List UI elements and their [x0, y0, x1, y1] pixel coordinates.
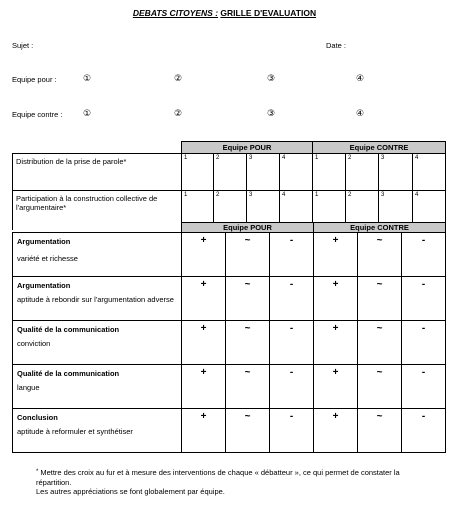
criterion-title: Argumentation	[17, 281, 71, 290]
rating-cell[interactable]: +	[182, 321, 226, 365]
criterion-description: variété et richesse	[17, 254, 78, 263]
equipe-contre-circle-2[interactable]: ②	[174, 108, 183, 118]
rating-cell[interactable]: +	[182, 365, 226, 409]
tally-cell[interactable]: 3	[379, 191, 413, 230]
criterion-description: conviction	[17, 339, 51, 348]
table-row	[13, 365, 446, 409]
rating-cell[interactable]: -	[270, 321, 314, 365]
rating-cell[interactable]: -	[402, 277, 446, 321]
criterion-cell	[13, 365, 182, 409]
evaluation-head-pour: Equipe POUR	[182, 223, 314, 233]
page-title-sub: GRILLE D'EVALUATION	[220, 8, 317, 18]
table-row	[13, 277, 446, 321]
evaluation-head-contre: Equipe CONTRE	[314, 223, 446, 233]
equipe-pour-label: Equipe pour :	[12, 75, 57, 84]
equipe-pour-circle-2[interactable]: ②	[174, 73, 183, 83]
rating-cell[interactable]: +	[182, 277, 226, 321]
rating-cell[interactable]: +	[314, 277, 358, 321]
criterion-cell	[13, 321, 182, 365]
footnote-line-1: Mettre des croix au fur et à mesure des interventions de chaque « débatteur », ce qui permet de constater la répartition.	[36, 468, 400, 487]
footnote-marker: *	[36, 469, 39, 475]
rating-cell[interactable]: +	[314, 365, 358, 409]
participation-table	[12, 141, 446, 230]
equipe-contre-numbers	[0, 109, 449, 119]
rating-cell[interactable]: -	[402, 233, 446, 277]
equipe-pour-circle-3[interactable]: ③	[267, 73, 276, 83]
criterion-spacer	[17, 246, 178, 254]
equipe-pour-circle-1[interactable]: ①	[83, 73, 92, 83]
tally-cell[interactable]: 1	[313, 154, 346, 191]
table-row	[13, 409, 446, 453]
tally-cell[interactable]: 2	[214, 191, 247, 230]
tally-cell[interactable]: 4	[413, 191, 446, 230]
criterion-cell	[13, 277, 182, 321]
rating-cell[interactable]: -	[270, 233, 314, 277]
rating-cell[interactable]: -	[402, 409, 446, 453]
tally-cell[interactable]: 3	[379, 154, 413, 191]
rating-cell[interactable]: +	[314, 321, 358, 365]
date-label: Date :	[326, 41, 347, 50]
rating-cell[interactable]: ~	[226, 277, 270, 321]
rating-cell[interactable]: +	[182, 233, 226, 277]
equipe-contre-label: Equipe contre :	[12, 110, 63, 119]
criterion-label: Participation à la construction collective de l'argumentaire*	[13, 191, 182, 230]
rating-cell[interactable]: +	[182, 409, 226, 453]
equipe-pour-circle-4[interactable]: ④	[356, 73, 365, 83]
page-title-main: DEBATS CITOYENS :	[132, 8, 219, 18]
tally-cell[interactable]: 1	[313, 191, 346, 230]
table-row	[13, 154, 446, 191]
criterion-description: aptitude à rebondir sur l'argumentation adverse	[17, 295, 174, 304]
rating-cell[interactable]: ~	[226, 321, 270, 365]
rating-cell[interactable]: -	[402, 321, 446, 365]
criterion-title: Qualité de la communication	[17, 369, 120, 378]
equipe-pour-numbers	[0, 74, 449, 84]
rating-cell[interactable]: -	[270, 409, 314, 453]
tally-cell[interactable]: 4	[280, 191, 313, 230]
table-row	[13, 321, 446, 365]
criterion-title: Qualité de la communication	[17, 325, 120, 334]
rating-cell[interactable]: ~	[358, 365, 402, 409]
criterion-title: Conclusion	[17, 413, 58, 422]
rating-cell[interactable]: ~	[358, 321, 402, 365]
participation-head-pour: Equipe POUR	[182, 142, 313, 154]
evaluation-table-corner	[13, 223, 182, 233]
rating-cell[interactable]: -	[270, 277, 314, 321]
tally-cell[interactable]: 4	[413, 154, 446, 191]
rating-cell[interactable]: ~	[358, 409, 402, 453]
criterion-cell	[13, 409, 182, 453]
criterion-title: Argumentation	[17, 237, 71, 246]
tally-cell[interactable]: 4	[280, 154, 313, 191]
equipe-contre-circle-3[interactable]: ③	[267, 108, 276, 118]
participation-table-corner	[13, 142, 182, 154]
footnote	[36, 468, 436, 497]
evaluation-table	[12, 222, 446, 453]
rating-cell[interactable]: +	[314, 409, 358, 453]
rating-cell[interactable]: ~	[226, 409, 270, 453]
sujet-label: Sujet :	[12, 41, 34, 50]
tally-cell[interactable]: 3	[247, 154, 280, 191]
rating-cell[interactable]: +	[314, 233, 358, 277]
rating-cell[interactable]: ~	[358, 233, 402, 277]
criterion-description: langue	[17, 383, 40, 392]
tally-cell[interactable]: 3	[247, 191, 280, 230]
criterion-cell	[13, 233, 182, 277]
tally-cell[interactable]: 2	[346, 191, 379, 230]
rating-cell[interactable]: ~	[226, 365, 270, 409]
rating-cell[interactable]: -	[270, 365, 314, 409]
page-title	[0, 8, 449, 18]
tally-cell[interactable]: 1	[182, 191, 214, 230]
tally-cell[interactable]: 1	[182, 154, 214, 191]
criterion-description: aptitude à reformuler et synthétiser	[17, 427, 133, 436]
tally-cell[interactable]: 2	[346, 154, 379, 191]
equipe-contre-circle-1[interactable]: ①	[83, 108, 92, 118]
participation-head-contre: Equipe CONTRE	[313, 142, 446, 154]
criterion-label: Distribution de la prise de parole*	[13, 154, 182, 191]
footnote-line-2: Les autres appréciations se font globalement par équipe.	[36, 487, 225, 496]
equipe-contre-circle-4[interactable]: ④	[356, 108, 365, 118]
rating-cell[interactable]: ~	[358, 277, 402, 321]
tally-cell[interactable]: 2	[214, 154, 247, 191]
table-row	[13, 233, 446, 277]
rating-cell[interactable]: ~	[226, 233, 270, 277]
rating-cell[interactable]: -	[402, 365, 446, 409]
